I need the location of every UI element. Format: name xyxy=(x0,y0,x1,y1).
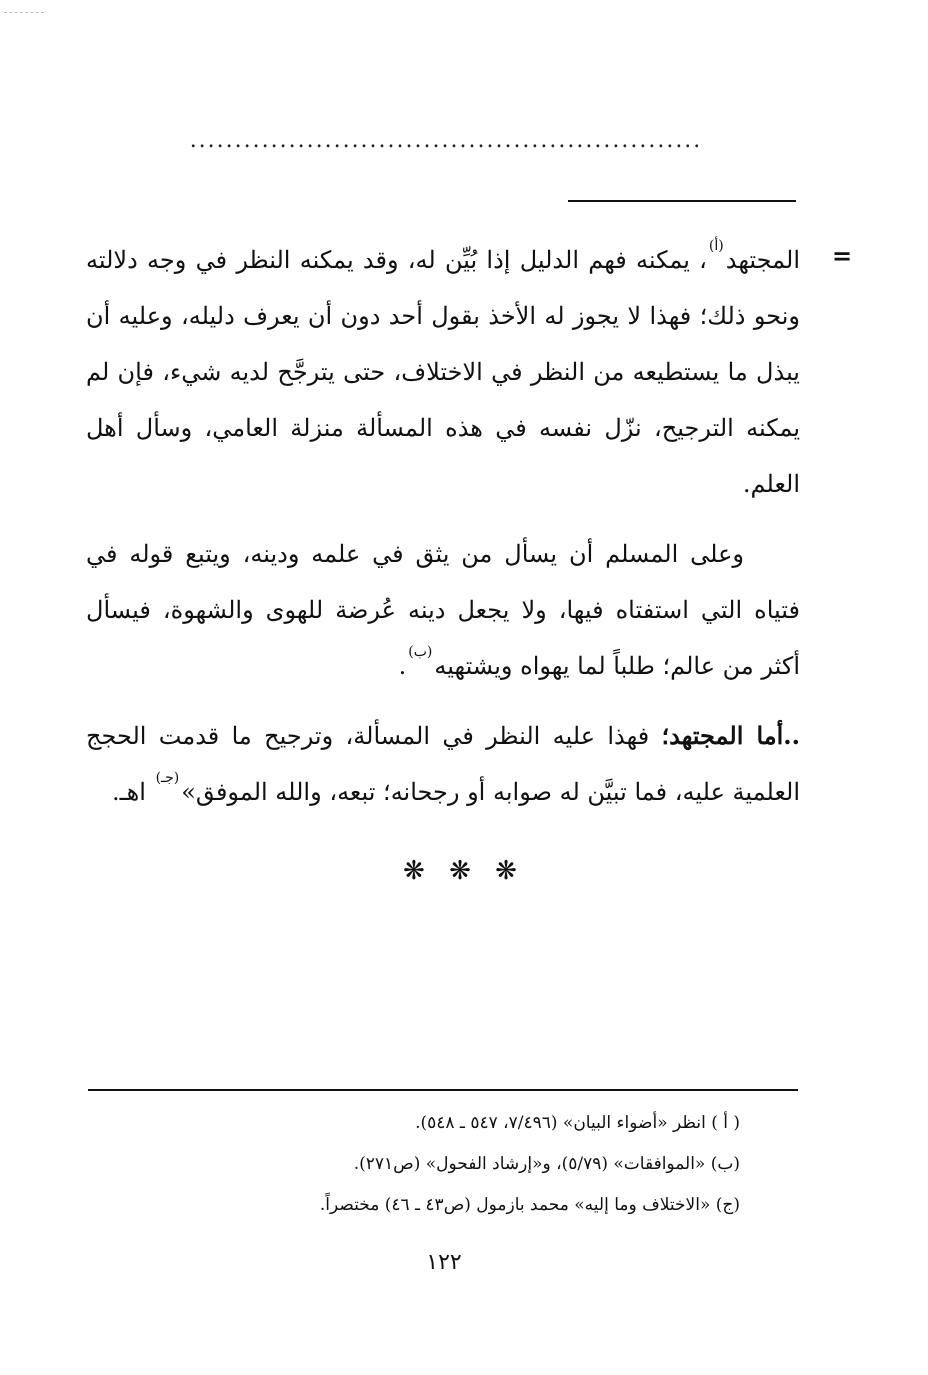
paragraph-2-end: . xyxy=(398,652,407,680)
paragraph-3-end: اهـ. xyxy=(111,778,154,806)
paragraph-1 xyxy=(86,232,800,512)
footnote-ref-b: (ب) xyxy=(408,644,433,660)
paragraph-3-lead: ..أما المجتهد؛ xyxy=(661,721,801,750)
footnote-ref-c: (جـ) xyxy=(155,770,180,786)
paragraph-3-text: فهذا عليه النظر في المسألة، وترجيح ما قدمت الحجج العلمية عليه، فما تبيَّن له صوابه أو رجحانه؛ تبعه، والله الموفق» xyxy=(86,722,800,806)
section-break: ❋ ❋ ❋ xyxy=(403,856,525,886)
scan-artifact xyxy=(4,12,44,13)
footnote-a: ( أ ) انظر «أضواء البيان» (٧/٤٩٦، ٥٤٧ ـ ٥٤٨). xyxy=(415,1113,740,1133)
paragraph-2 xyxy=(86,526,800,694)
page-number: ١٢٢ xyxy=(426,1250,462,1275)
footnotes xyxy=(88,1103,740,1226)
footnote-ref-a: (أ) xyxy=(708,238,724,254)
footnote-c: (ج) «الاختلاف وما إليه» محمد بازمول (ص٤٣ ـ ٤٦) مختصراً. xyxy=(319,1195,740,1215)
footnote-b: (ب) «الموافقات» (٥/٧٩)، و«إرشاد الفحول» (ص٢٧١). xyxy=(353,1154,740,1174)
short-divider xyxy=(568,200,796,202)
main-text xyxy=(86,232,800,834)
paragraph-1-start: المجتهد xyxy=(725,246,800,274)
dotted-separator: ......................................................... xyxy=(189,128,703,153)
paragraph-1-text: ، يمكنه فهم الدليل إذا بُيِّن له، وقد يمكنه النظر في وجه دلالته ونحو ذلك؛ فهذا لا يجوز له الأخذ بقول أحد دون أن يعرف دليله، وعليه أن يبذل ما يستطيعه من النظر في الاختلاف، حتى يترجَّح لديه شيء، فإن لم يمكنه الترجيح، نزّل نفسه في هذه المسألة منزلة العامي، وسأل أهل العلم. xyxy=(86,246,800,498)
paragraph-3 xyxy=(86,708,800,820)
paragraph-2-text: وعلى المسلم أن يسأل من يثق في علمه ودينه، ويتبع قوله في فتياه التي استفتاه فيها، ولا يجعل دينه عُرضة للهوى والشهوة، فيسأل أكثر من عالم؛ طلباً لما يهواه ويشتهيه xyxy=(86,540,800,680)
footnote-divider xyxy=(88,1089,798,1091)
continuation-mark: = xyxy=(832,242,853,270)
